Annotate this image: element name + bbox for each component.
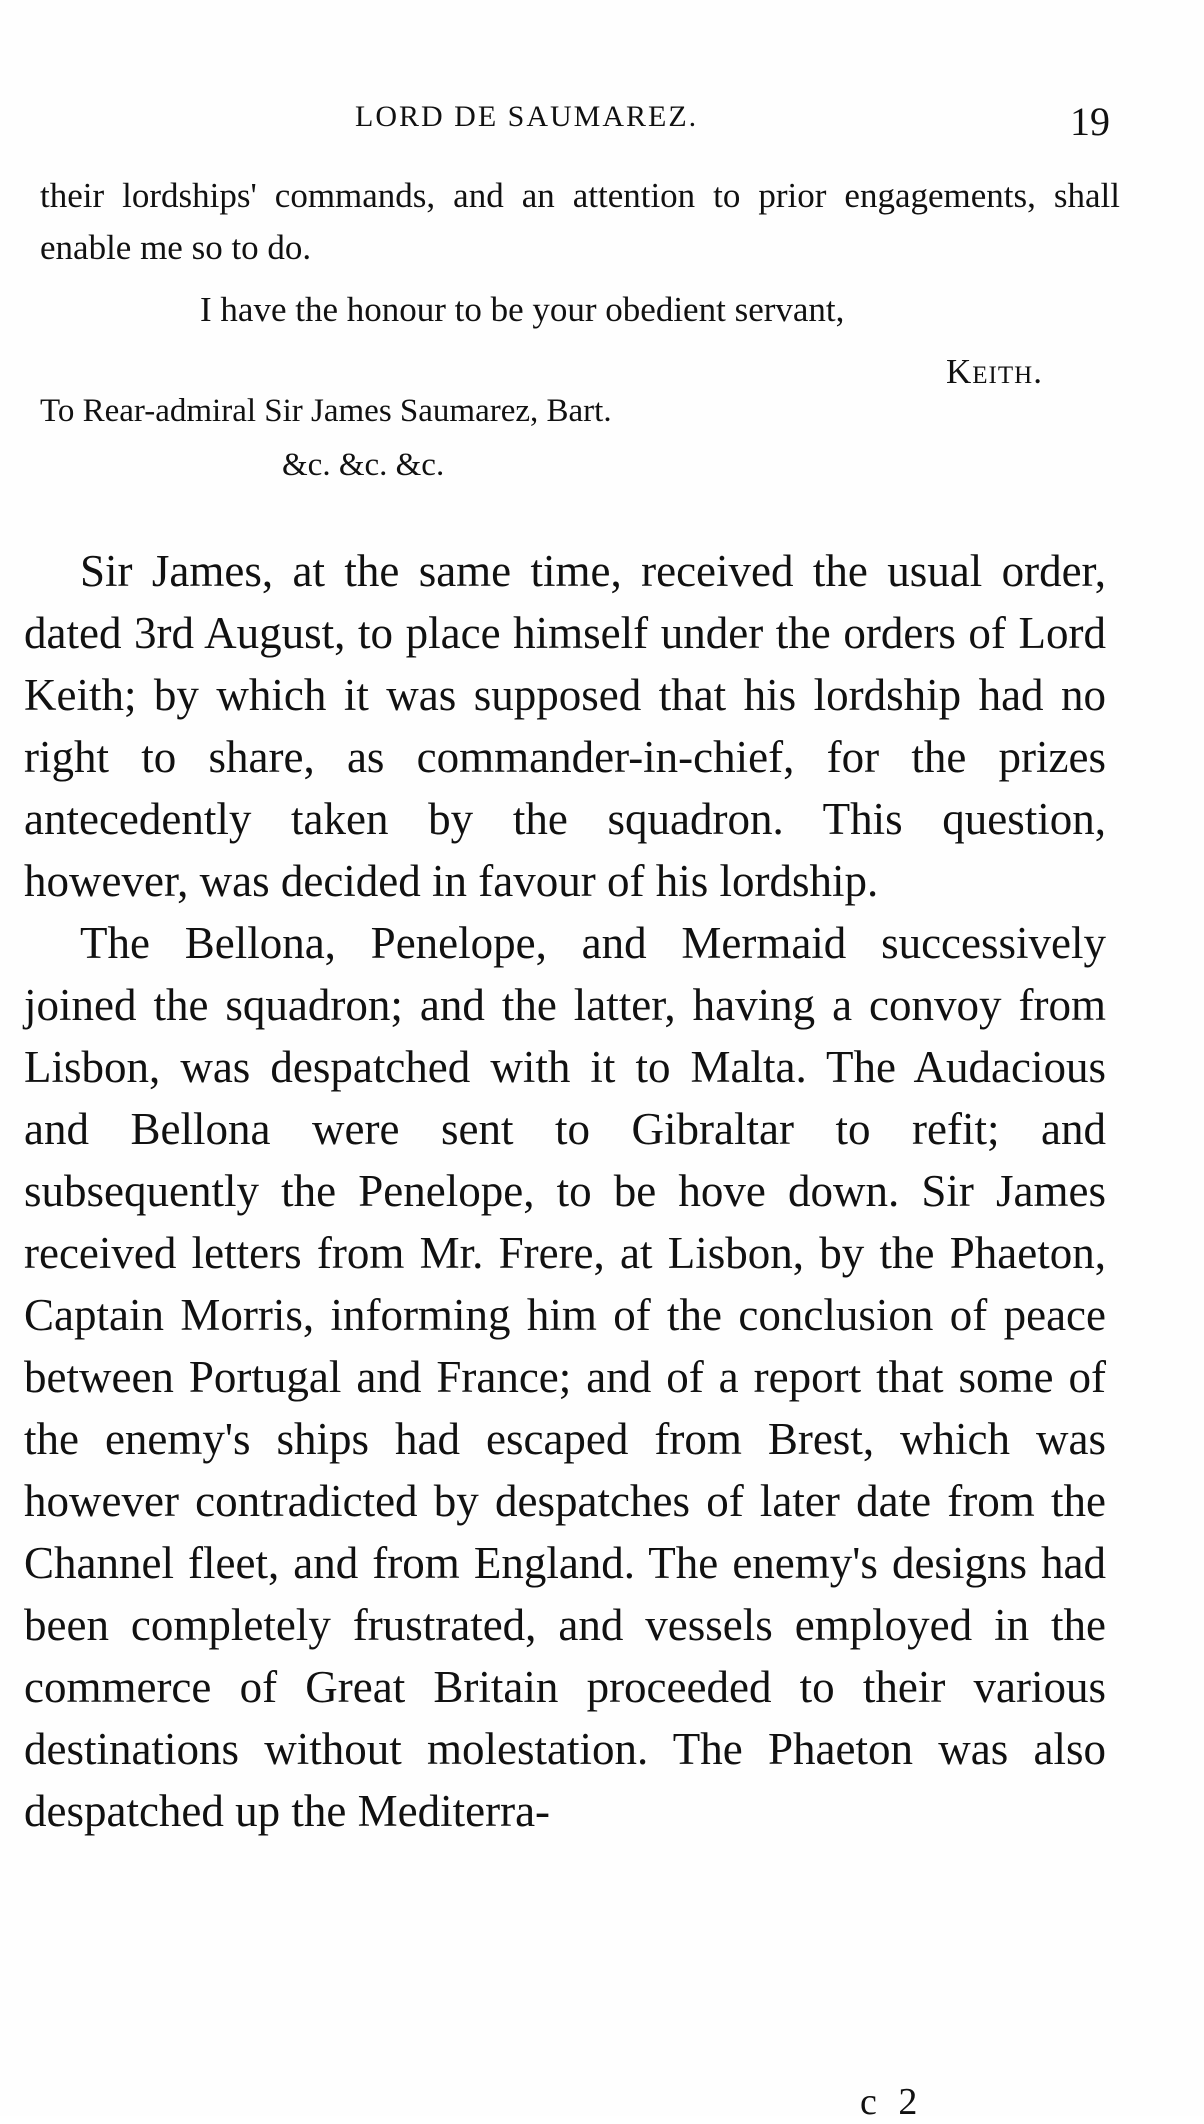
letter-addressee: To Rear-admiral Sir James Saumarez, Bart. [40, 393, 612, 429]
page-number: 19 [1070, 99, 1110, 144]
paragraph-1: Sir James, at the same time, received the usual order, dated 3rd August, to place himself under the orders of Lord Keith; by which it was supposed that his lordship had no right to share, as commander-in-chief, for the prizes antecedently taken by the squadron. This question, however, was decided in favour of his lordship. [24, 546, 1106, 906]
letter-closing: I have the honour to be your obedient servant, [200, 290, 845, 329]
letter-continuation-text: their lordships' commands, and an attention to prior engagements, shall enable me so to do. [40, 176, 1120, 267]
paragraph-2: The Bellona, Penelope, and Mermaid successively joined the squadron; and the latter, having a convoy from Lisbon, was despatched with it to Malta. The Audacious and Bellona were sent to Gibraltar to refit; and subsequently the Penelope, to be hove down. Sir James received letters from Mr. Frere, at Lisbon, by the Phaeton, Captain Morris, informing him of the conclusion of peace between Portugal and France; and of a report that some of the enemy's ships had escaped from Brest, which was however contradicted by despatches of later date from the Channel fleet, and from England. The enemy's designs had been completely frustrated, and vessels employed in the commerce of Great Britain proceeded to their various destinations without molestation. The Phaeton was also despatched up the Mediterra- [24, 918, 1106, 1836]
main-text [24, 540, 1106, 1842]
signature-mark: c 2 [860, 2081, 924, 2123]
letter-continuation [40, 170, 1120, 274]
letter-signature: Keith. [946, 352, 1043, 391]
running-head: LORD DE SAUMAREZ. [355, 100, 699, 133]
letter-addressee-etc: &c. &c. &c. [282, 447, 445, 483]
